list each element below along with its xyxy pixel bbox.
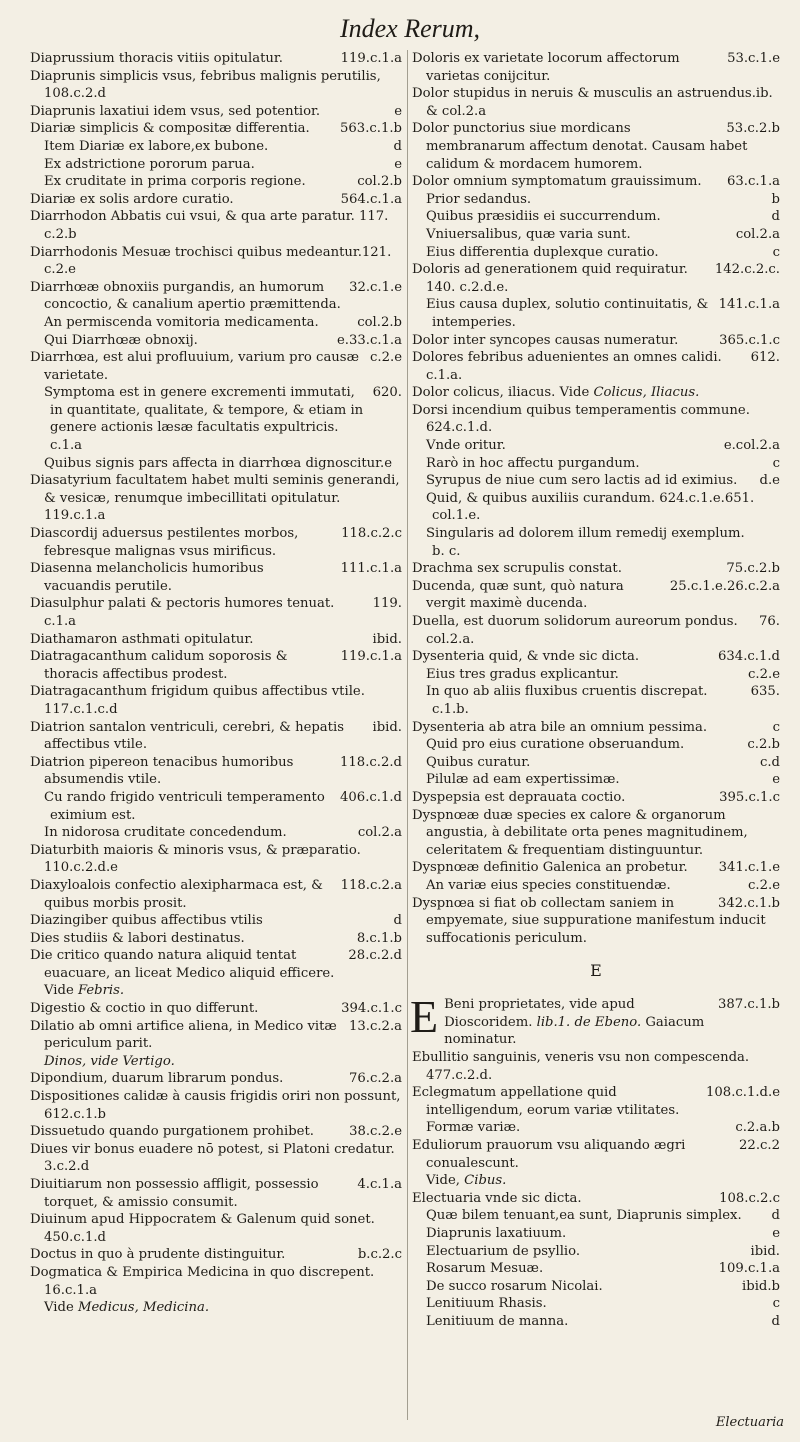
entry-text: Lenitiuum Rhasis. — [426, 1296, 547, 1312]
entry-text: Eius causa duplex, solutio continuitatis, & intemperies. — [426, 297, 709, 330]
entry-text: Die critico quando natura aliquid tentat euacuare, an liceat Medico aliquid efficere. — [30, 948, 335, 981]
entry-text: Dyspnœa si fiat ob collectam saniem in empyemate, siue suppuratione manifestum inducit suffocationis periculum. — [412, 895, 766, 946]
entry-text: Dilatio ab omni artifice aliena, in Medico vitæ periculum parit. — [30, 1018, 337, 1052]
index-entry — [30, 173, 402, 191]
entry-reference: d — [771, 1313, 780, 1329]
entry-reference: 4.c.1.a — [357, 1177, 402, 1192]
entry-reference: 387.c.1.b — [718, 997, 780, 1013]
entry-continuation: col.2.a. — [426, 631, 475, 647]
index-entry — [30, 648, 402, 683]
index-entry — [30, 631, 402, 649]
entry-reference: 25.c.1.e.26.c.2.a — [669, 578, 780, 594]
index-entry — [30, 103, 402, 121]
index-entry — [30, 789, 402, 824]
entry-reference: e.col.2.a — [723, 438, 780, 454]
entry-text: Dyspnœæ duæ species ex calore & organorum angustia, à debilitate orta penes magnitudinem, celeritatem & frequentiam distinguuntur. — [412, 807, 748, 858]
entry-reference: 76.c.2.a — [349, 1071, 402, 1087]
entry-reference: 111.c.1.a — [340, 561, 402, 577]
entry-text: Dolor stupidus in neruis & musculis an astruendus.ib. & col.2.a — [412, 86, 773, 119]
index-entry — [30, 877, 402, 912]
index-entry — [30, 472, 402, 525]
entry-text: Diarrhodon Abbatis cui vsui, & qua arte paratur. 117. — [30, 209, 389, 225]
entry-text: Vnde oritur. — [426, 438, 506, 454]
entry-reference: d — [393, 138, 402, 154]
entry-reference: col.2.b — [357, 174, 402, 190]
index-entry — [412, 789, 780, 807]
entry-text: Ducenda, quæ sunt, quò natura vergit maximè ducenda. — [412, 578, 624, 612]
entry-text: Diuitiarum non possessio affligit, possessio torquet, & amissio consumit. — [30, 1177, 319, 1210]
entry-text: Vide — [44, 1300, 78, 1316]
index-entry — [30, 930, 402, 948]
index-entry — [412, 490, 780, 525]
entry-continuation: 624.c.1.d. — [426, 420, 493, 436]
index-entry — [30, 525, 402, 560]
entry-text: Ex cruditate in prima corporis regione. — [44, 174, 306, 190]
entry-reference: c.d — [759, 754, 780, 770]
entry-reference: 620. — [372, 385, 402, 401]
entry-reference: c — [772, 455, 780, 471]
index-entry — [30, 1070, 402, 1088]
entry-text: Diasatyrium facultatem habet multi seminis generandi, & vesicæ, renumque imbecillitati opitulatur. — [30, 473, 400, 506]
entry-text: Electuarium de psyllio. — [426, 1243, 581, 1259]
index-entry — [30, 156, 402, 174]
entry-text: Digestio & coctio in quo differunt. — [30, 1001, 259, 1017]
index-entry — [412, 1119, 780, 1137]
entry-reference: 32.c.1.e — [349, 279, 402, 295]
entry-reference: ibid. — [750, 1243, 780, 1259]
entry-text: Dolor inter syncopes causas numeratur. — [412, 332, 679, 348]
entry-text: Ebullitio sanguinis, veneris vsu non compescenda. — [412, 1050, 750, 1066]
entry-reference: 13.c.2.a — [349, 1018, 402, 1034]
index-entry — [412, 349, 780, 384]
index-entry — [30, 1211, 402, 1246]
entry-text: Quibus curatur. — [426, 754, 531, 770]
index-entry — [412, 859, 780, 877]
index-entry — [412, 208, 780, 226]
entry-reference: 341.c.1.e — [718, 860, 780, 876]
entry-text: Diasulphur palati & pectoris humores tenuat. — [30, 596, 335, 612]
entry-text: In quo ab aliis fluxibus cruentis discrepat. — [426, 684, 708, 700]
entry-text: Quibus præsidiis ei succurrendum. — [426, 209, 661, 225]
entry-text: An variæ eius species constituendæ. — [426, 877, 671, 893]
index-entry — [412, 560, 780, 578]
entry-reference: 38.c.2.e — [349, 1124, 402, 1140]
entry-text: Eius differentia duplexque curatio. — [426, 244, 659, 260]
entry-text: Quæ bilem tenuant,ea sunt, Diaprunis simplex. — [426, 1208, 742, 1224]
entry-text: Diatragacanthum calidum soporosis & thoracis affectibus prodest. — [30, 649, 288, 682]
index-entry — [30, 68, 402, 103]
entry-reference: 8.c.1.b — [356, 930, 402, 946]
right-column — [412, 50, 780, 1331]
entry-continuation: c.2.e — [44, 262, 76, 278]
entry-text: Syrupus de niue cum sero lactis ad id eximius. — [426, 473, 738, 489]
entry-reference: b — [771, 191, 780, 207]
entry-text: Rarò in hoc affectu purgandum. — [426, 455, 640, 471]
entry-reference: 108.c.2.c — [719, 1190, 780, 1206]
entry-continuation: 140. c.2.d.e. — [426, 279, 509, 295]
index-entry — [30, 683, 402, 718]
entry-text: Diascordij aduersus pestilentes morbos, febresque malignas vsus mirificus. — [30, 526, 299, 559]
entry-text: Eduliorum prauorum vsu aliquando ægri conualescunt. — [412, 1138, 686, 1171]
index-entry — [30, 1141, 402, 1176]
entry-text: Beni proprietates, vide apud Dioscoridem. — [444, 997, 635, 1030]
index-entry — [412, 1084, 780, 1119]
entry-text: Doctus in quo à prudente distinguitur. — [30, 1247, 286, 1263]
column-divider — [407, 50, 408, 1420]
index-entry — [412, 719, 780, 737]
entry-text: Dogmatica & Empirica Medicina in quo discrepent. — [30, 1264, 375, 1280]
index-entry — [412, 525, 780, 560]
index-entry — [30, 349, 402, 384]
entry-reference: b.c.2.c — [357, 1247, 402, 1263]
index-entry — [412, 226, 780, 244]
entry-text: Dolores febribus aduenientes an omnes calidi. — [412, 350, 722, 366]
entry-text: Diazingiber quibus affectibus vtilis — [30, 913, 263, 929]
index-entry — [412, 1243, 780, 1261]
index-entry — [30, 1123, 402, 1141]
index-entry — [412, 578, 780, 613]
entry-text: Formæ variæ. — [426, 1120, 521, 1136]
entry-text: An permiscenda vomitoria medicamenta. — [44, 314, 319, 330]
index-entry — [412, 85, 780, 120]
catchword: Electuaria — [715, 1415, 784, 1430]
entry-continuation: b. c. — [432, 543, 461, 559]
entry-reference: e — [394, 156, 402, 172]
index-entry — [30, 138, 402, 156]
index-entry — [412, 666, 780, 684]
index-entry — [30, 1176, 402, 1211]
entry-reference: 612. — [750, 350, 780, 366]
entry-text: Electuaria vnde sic dicta. — [412, 1190, 582, 1206]
page-title: Index Rerum, — [339, 14, 481, 43]
entry-reference: 108.c.1.d.e — [706, 1085, 780, 1101]
entry-reference: 564.c.1.a — [340, 191, 402, 207]
entry-italic: lib.1. de Ebeno. — [532, 1014, 642, 1030]
left-column — [30, 50, 402, 1317]
entry-italic: Colicus, Iliacus. — [593, 385, 700, 401]
index-entry — [412, 455, 780, 473]
index-entry — [30, 947, 402, 982]
index-entry — [412, 1260, 780, 1278]
entry-continuation: 119.c.1.a — [44, 508, 106, 524]
entry-text: Dispositiones calidæ à causis frigidis oriri non possunt, — [30, 1089, 401, 1105]
entry-continuation: 108.c.2.d — [44, 86, 106, 102]
entry-text: Eclegmatum appellatione quid intelligendum, eorum variæ vtilitates. — [412, 1085, 680, 1118]
entry-text: Vide — [44, 983, 78, 999]
index-entry — [412, 683, 780, 718]
entry-text: Dyspepsia est deprauata coctio. — [412, 789, 626, 805]
index-entry — [30, 1088, 402, 1123]
entry-text: Dyspnœæ definitio Galenica an probetur. — [412, 860, 688, 876]
index-entry — [412, 384, 780, 402]
index-entry — [412, 1172, 780, 1190]
entry-text: Doloris ad generationem quid requiratur. — [412, 262, 688, 278]
page-header — [0, 14, 800, 44]
index-entry — [30, 1264, 402, 1299]
entry-text: Diariæ ex solis ardore curatio. — [30, 191, 234, 207]
entry-text: Diariæ simplicis & compositæ differentia. — [30, 121, 310, 137]
entry-reference: d — [393, 913, 402, 929]
entry-reference: 53.c.1.e — [727, 51, 780, 66]
index-entry — [30, 314, 402, 332]
index-entry — [30, 1000, 402, 1018]
entry-reference: col.2.a — [357, 825, 402, 841]
index-entry — [410, 991, 780, 1049]
index-entry — [30, 719, 402, 754]
entry-reference: e — [772, 772, 780, 788]
entry-text: Quibus signis pars affecta in diarrhœa dignoscitur.e — [44, 455, 393, 471]
index-entry — [30, 208, 402, 243]
entry-reference: 119. — [372, 596, 402, 612]
entry-reference: 635. — [750, 684, 780, 700]
section-letter-e: E — [590, 961, 602, 981]
entry-text: Vniuersalibus, quæ varia sunt. — [426, 226, 631, 242]
entry-text: Prior sedandus. — [426, 191, 532, 207]
entry-italic: Cibus. — [464, 1173, 507, 1189]
entry-text: Diatrion pipereon tenacibus humoribus absumendis vtile. — [30, 754, 294, 788]
entry-continuation: 110.c.2.d.e — [44, 860, 118, 876]
entry-text: Quid, & quibus auxiliis curandum. 624.c.1.e.651. — [426, 490, 755, 506]
index-entry — [412, 807, 780, 860]
index-entry — [412, 173, 780, 191]
entry-reference: c — [772, 244, 780, 260]
entry-reference: e — [394, 103, 402, 119]
entry-reference: e.33.c.1.a — [337, 332, 402, 348]
entry-text: Diarrhodonis Mesuæ trochisci quibus medeantur.121. — [30, 244, 392, 260]
index-entry — [30, 50, 402, 68]
entry-continuation: 477.c.2.d. — [426, 1067, 493, 1083]
entry-reference: 75.c.2.b — [726, 561, 780, 577]
entry-reference: 365.c.1.c — [719, 332, 780, 348]
entry-continuation: c.1.b. — [432, 701, 469, 717]
entry-reference: 76. — [759, 614, 780, 629]
entry-text: Diasenna melancholicis humoribus vacuandis perutile. — [30, 561, 264, 594]
entry-text: Dolor omnium symptomatum grauissimum. — [412, 174, 702, 190]
entry-reference: d.e — [759, 473, 780, 489]
index-entry — [412, 437, 780, 455]
entry-text: Doloris ex varietate locorum affectorum varietas conijcitur. — [412, 51, 680, 84]
index-entry — [412, 261, 780, 296]
entry-text: Ex adstrictione pororum parua. — [44, 156, 255, 172]
entry-text: Drachma sex scrupulis constat. — [412, 561, 622, 577]
entry-text: Diues vir bonus euadere nō potest, si Platoni credatur. — [30, 1141, 395, 1157]
entry-text: Item Diariæ ex labore,ex bubone. — [44, 138, 269, 154]
index-entry — [412, 877, 780, 895]
entry-text: Eius tres gradus explicantur. — [426, 666, 619, 682]
index-entry — [412, 648, 780, 666]
entry-continuation: col.1.e. — [432, 508, 481, 524]
index-entry — [412, 736, 780, 754]
entry-reference: ibid. — [372, 719, 402, 735]
index-entry — [30, 754, 402, 789]
entry-text: Diarrhœæ obnoxiis purgandis, an humorum concoctio, & canalium apertio præmittenda. — [30, 279, 341, 313]
entry-text: Diaprunis laxatiui idem vsus, sed potentior. — [30, 103, 321, 119]
entry-text: Dolor colicus, iliacus. Vide — [412, 385, 594, 401]
index-entry — [412, 1207, 780, 1225]
index-entry — [412, 771, 780, 789]
entry-text: Dolor punctorius siue mordicans membranarum affectum denotat. Causam habet calidum & mordacem humorem. — [412, 121, 748, 172]
entry-text: De succo rosarum Nicolai. — [426, 1278, 603, 1294]
index-entry — [30, 912, 402, 930]
entry-text: In nidorosa cruditate concedendum. — [44, 825, 287, 841]
entry-reference: c.2.e — [748, 666, 780, 682]
entry-reference: col.2.a — [735, 226, 780, 242]
entry-reference: 141.c.1.a — [718, 297, 780, 313]
entry-continuation: 612.c.1.b — [44, 1106, 106, 1122]
entry-text: Diatragacanthum frigidum quibus affectibus vtile. — [30, 684, 365, 700]
entry-text: Diaprussium thoracis vitiis opitulatur. — [30, 51, 283, 66]
index-entry — [412, 50, 780, 85]
entry-continuation: 117.c.1.c.d — [44, 701, 118, 717]
index-entry — [412, 402, 780, 437]
entry-text: Vide, — [426, 1173, 465, 1189]
index-entry — [412, 1225, 780, 1243]
entry-reference: c.2.e — [748, 877, 780, 893]
entry-reference: 119.c.1.a — [340, 649, 402, 665]
entry-text: Qui Diarrhœæ obnoxij. — [44, 332, 198, 348]
entry-reference: 563.c.1.b — [340, 121, 402, 137]
index-entry — [30, 824, 402, 842]
index-entry — [412, 296, 780, 331]
entry-reference: c.2.a.b — [735, 1120, 780, 1136]
entry-text: Diuinum apud Hippocratem & Galenum quid sonet. — [30, 1212, 375, 1228]
entry-reference: d — [771, 1208, 780, 1224]
index-entry — [30, 1299, 402, 1317]
entry-text: Quid pro eius curatione obseruandum. — [426, 737, 685, 753]
entry-text: Lenitiuum de manna. — [426, 1313, 569, 1329]
index-entry — [412, 1049, 780, 1084]
entry-continuation: c.1.a — [50, 438, 83, 454]
entry-reference: 118.c.2.a — [340, 877, 402, 893]
entry-continuation: c.1.a — [44, 614, 77, 629]
entry-text: Symptoma est in genere excrementi immutati, in quantitate, qualitate, & tempore, & etiam in genere actionis læsæ facultatis expultricis. — [44, 385, 364, 436]
entry-reference: 342.c.1.b — [718, 895, 780, 911]
index-entry — [30, 384, 402, 454]
entry-continuation: c.1.a. — [426, 367, 463, 383]
index-entry — [30, 120, 402, 138]
entry-text: Diatrion santalon ventriculi, cerebri, & hepatis affectibus vtile. — [30, 719, 344, 753]
entry-text: Dinos, vide — [44, 1053, 123, 1069]
index-entry — [30, 332, 402, 350]
entry-text: Diarrhœa, est alui profluuium, varium pro causæ varietate. — [30, 350, 359, 383]
entry-reference: 22.c.2 — [739, 1138, 780, 1154]
entry-continuation: 16.c.1.a — [44, 1282, 97, 1298]
index-entry — [30, 1053, 402, 1071]
entry-reference: c — [772, 1296, 780, 1312]
index-entry — [30, 842, 402, 877]
index-entry — [412, 1137, 780, 1172]
entry-text: Dies studiis & labori destinatus. — [30, 930, 245, 946]
index-entry — [30, 455, 402, 473]
entry-reference: 63.c.1.a — [727, 174, 780, 190]
index-entry — [412, 754, 780, 772]
entry-text: Diaprunis laxatiuum. — [426, 1226, 567, 1241]
index-entry — [30, 191, 402, 209]
entry-reference: c.2.e — [370, 350, 402, 366]
index-entry — [412, 1190, 780, 1208]
index-entry — [412, 472, 780, 490]
entry-italic: Medicus, Medicina. — [77, 1300, 210, 1316]
entry-reference: ibid. — [372, 631, 402, 647]
entry-reference: c.2.b — [747, 737, 780, 753]
entry-text: Dysenteria ab atra bile an omnium pessima. — [412, 719, 708, 735]
entry-text: Gaiacum nominatur. — [444, 1014, 705, 1048]
entry-reference: 53.c.2.b — [726, 121, 780, 137]
index-entry — [30, 560, 402, 595]
index-entry — [412, 244, 780, 262]
entry-text: Diaprunis simplicis vsus, febribus malignis perutilis, — [30, 68, 381, 84]
entry-reference: e — [772, 1226, 780, 1241]
index-entry — [412, 1278, 780, 1296]
entry-text: Rosarum Mesuæ. — [426, 1261, 544, 1277]
index-entry — [30, 279, 402, 314]
index-entry — [412, 332, 780, 350]
entry-reference: col.2.b — [357, 314, 402, 330]
index-entry — [30, 1246, 402, 1264]
entry-reference: 394.c.1.c — [341, 1001, 402, 1017]
entry-continuation: c.2.b — [44, 226, 77, 242]
entry-reference: 119.c.1.a — [340, 51, 402, 66]
entry-text: Singularis ad dolorem illum remedij exemplum. — [426, 526, 745, 542]
index-entry — [412, 613, 780, 648]
entry-reference: 142.c.2.c. — [714, 262, 780, 278]
entry-reference: 28.c.2.d — [348, 948, 402, 964]
entry-reference: 406.c.1.d — [340, 789, 402, 805]
entry-text: Diathamaron asthmati opitulatur. — [30, 631, 254, 647]
entry-text: Duella, est duorum solidorum aureorum pondus. — [412, 614, 738, 629]
index-entry — [30, 982, 402, 1000]
entry-reference: 395.c.1.c — [719, 789, 780, 805]
entry-reference: ibid.b — [742, 1278, 780, 1294]
index-entry — [30, 595, 402, 630]
entry-reference: 634.c.1.d — [718, 649, 780, 665]
entry-text: Cu rando frigido ventriculi temperamento eximium est. — [44, 789, 325, 823]
entry-text: Dysenteria quid, & vnde sic dicta. — [412, 649, 640, 665]
entry-text: Dissuetudo quando purgationem prohibet. — [30, 1124, 314, 1140]
entry-text: Diaxyloalois confectio alexipharmaca est, & quibus morbis prosit. — [30, 877, 323, 911]
index-entry — [412, 1295, 780, 1313]
entry-italic: Vertigo. — [122, 1053, 175, 1069]
entry-text: Pilulæ ad eam expertissimæ. — [426, 772, 620, 788]
index-entry — [412, 895, 780, 948]
entry-text: Dorsi incendium quibus temperamentis commune. — [412, 402, 750, 418]
index-entry — [412, 120, 780, 173]
entry-text: Dipondium, duarum librarum pondus. — [30, 1071, 284, 1087]
index-entry — [412, 191, 780, 209]
entry-italic: Febris. — [77, 983, 125, 999]
entry-reference: 118.c.2.c — [341, 526, 402, 542]
entry-text: Diaturbith maioris & minoris vsus, & præparatio. — [30, 842, 361, 858]
entry-reference: 118.c.2.d — [340, 754, 402, 770]
drop-cap: E — [410, 991, 439, 1043]
entry-reference: c — [772, 719, 780, 735]
index-entry — [412, 1313, 780, 1331]
index-entry — [30, 244, 402, 279]
entry-continuation: 450.c.1.d — [44, 1229, 106, 1245]
entry-reference: d — [771, 209, 780, 225]
index-entry — [30, 1018, 402, 1053]
entry-continuation: 3.c.2.d — [44, 1159, 90, 1175]
entry-reference: 109.c.1.a — [718, 1261, 780, 1277]
